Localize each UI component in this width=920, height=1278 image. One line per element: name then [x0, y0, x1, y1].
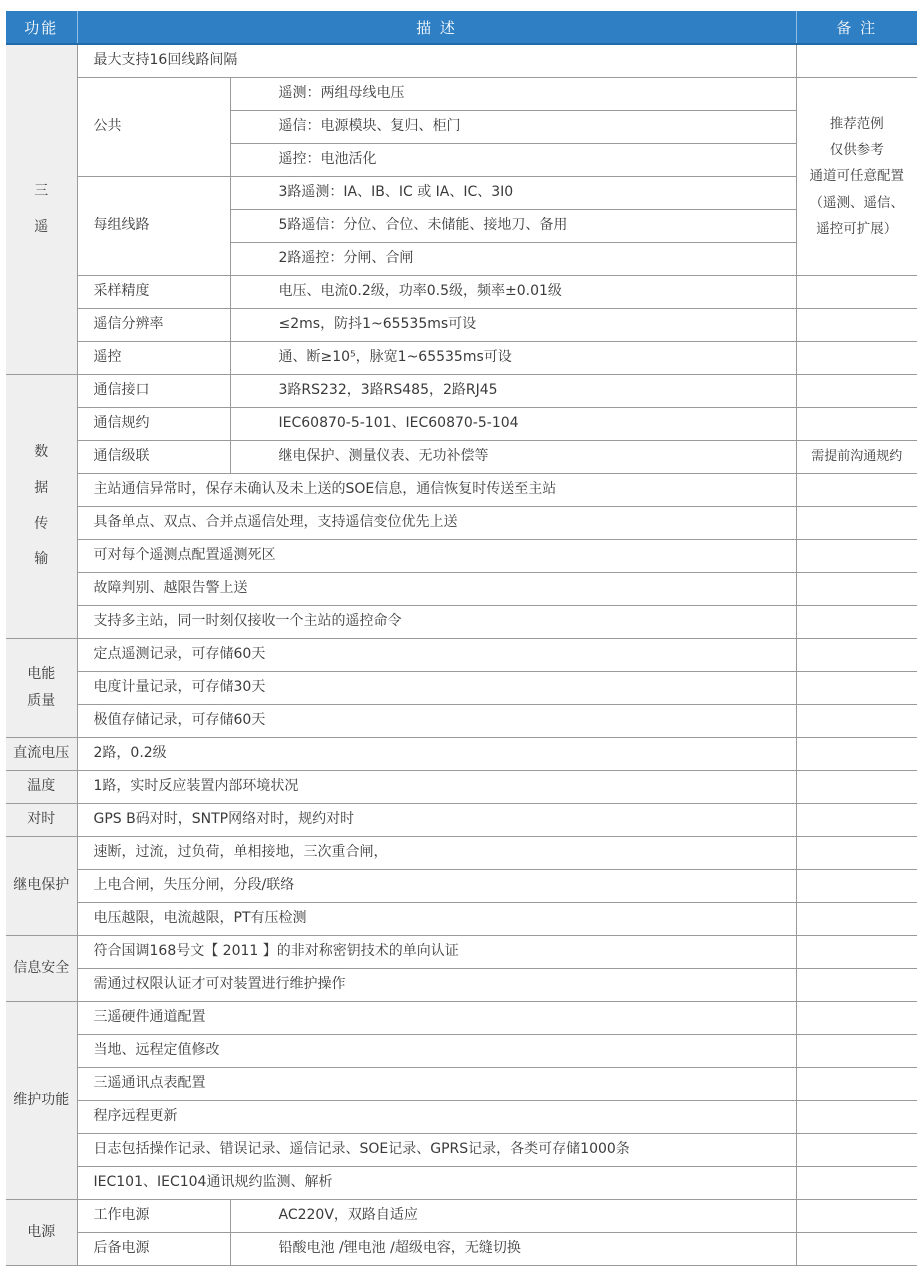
interface-label: 通信接口 [77, 375, 230, 408]
cascade-note: 需提前沟通规约 [796, 441, 917, 474]
data-tx-row: 具备单点、双点、合并点遥信处理，支持遥信变位优先上送 [77, 507, 796, 540]
temperature-value: 1路，实时反应装置内部环境状况 [77, 771, 796, 804]
sanyao-note: 推荐范例 仅供参考 通道可任意配置 （遥测、遥信、 遥控可扩展） [796, 78, 917, 276]
data-tx-row: 支持多主站，同一时刻仅接收一个主站的遥控命令 [77, 606, 796, 639]
timing-value: GPS B码对时，SNTP网络对时，规约对时 [77, 804, 796, 837]
table-row [6, 177, 917, 210]
table-row [6, 1002, 917, 1035]
dc-voltage-value: 2路，0.2级 [77, 738, 796, 771]
accuracy-label: 采样精度 [77, 276, 230, 309]
security-row: 需通过权限认证才可对装置进行维护操作 [77, 969, 796, 1002]
table-row [6, 936, 917, 969]
table-row [6, 672, 917, 705]
accuracy-value: 电压、电流0.2级，功率0.5级，频率±0.01级 [230, 276, 796, 309]
table-row [6, 870, 917, 903]
func-data-tx: 数 据 传 输 [6, 375, 77, 639]
func-relay: 继电保护 [6, 837, 77, 936]
data-tx-row: 主站通信异常时，保存未确认及未上送的SOE信息，通信恢复时传送至主站 [77, 474, 796, 507]
maintenance-row: 当地、远程定值修改 [77, 1035, 796, 1068]
power-quality-row: 定点遥测记录，可存储60天 [77, 639, 796, 672]
public-label: 公共 [77, 78, 230, 177]
power-backup-label: 后备电源 [77, 1233, 230, 1266]
table-row [6, 474, 917, 507]
power-backup-value: 铅酸电池 /锂电池 /超级电容，无缝切换 [230, 1233, 796, 1266]
table-row [6, 738, 917, 771]
table-row [6, 639, 917, 672]
group-row: 3路遥测：IA、IB、IC 或 IA、IC、3I0 [230, 177, 796, 210]
resolution-label: 遥信分辨率 [77, 309, 230, 342]
func-power-quality: 电能 质量 [6, 639, 77, 738]
func-timing: 对时 [6, 804, 77, 837]
group-row: 2路遥控：分闸、合闸 [230, 243, 796, 276]
spec-table [6, 11, 917, 1266]
table-row [6, 276, 917, 309]
security-row: 符合国调168号文【 2011 】的非对称密钥技术的单向认证 [77, 936, 796, 969]
public-row: 遥测：两组母线电压 [230, 78, 796, 111]
relay-row: 上电合闸，失压分闸，分段/联络 [77, 870, 796, 903]
table-row [6, 969, 917, 1002]
power-quality-row: 电度计量记录，可存储30天 [77, 672, 796, 705]
table-row [6, 573, 917, 606]
max-lines: 最大支持16回线路间隔 [77, 44, 796, 78]
table-row [6, 408, 917, 441]
data-tx-row: 可对每个遥测点配置遥测死区 [77, 540, 796, 573]
control-label: 遥控 [77, 342, 230, 375]
interface-value: 3路RS232，3路RS485，2路RJ45 [230, 375, 796, 408]
table-row [6, 78, 917, 111]
maintenance-row: 三遥通讯点表配置 [77, 1068, 796, 1101]
header-note: 备 注 [796, 11, 917, 44]
table-row [6, 804, 917, 837]
group-row: 5路遥信：分位、合位、未储能、接地刀、备用 [230, 210, 796, 243]
table-row [6, 837, 917, 870]
table-row [6, 771, 917, 804]
data-tx-row: 故障判别、越限告警上送 [77, 573, 796, 606]
table-row [6, 1167, 917, 1200]
func-maintenance: 维护功能 [6, 1002, 77, 1200]
cascade-label: 通信级联 [77, 441, 230, 474]
control-value: 通、断≥10⁵，脉宽1~65535ms可设 [230, 342, 796, 375]
power-quality-row: 极值存储记录，可存储60天 [77, 705, 796, 738]
table-row [6, 903, 917, 936]
func-dc-voltage: 直流电压 [6, 738, 77, 771]
maintenance-row: 日志包括操作记录、错误记录、遥信记录、SOE记录、GPRS记录，各类可存储1000条 [77, 1134, 796, 1167]
func-security: 信息安全 [6, 936, 77, 1002]
table-row [6, 507, 917, 540]
table-row [6, 342, 917, 375]
func-temperature: 温度 [6, 771, 77, 804]
func-sanyao: 三 遥 [6, 44, 77, 375]
table-header [6, 11, 917, 44]
table-row [6, 540, 917, 573]
table-row [6, 441, 917, 474]
table-row [6, 375, 917, 408]
cascade-value: 继电保护、测量仪表、无功补偿等 [230, 441, 796, 474]
func-power: 电源 [6, 1200, 77, 1266]
table-row [6, 44, 917, 78]
maintenance-row: IEC101、IEC104通讯规约监测、解析 [77, 1167, 796, 1200]
table-row [6, 1200, 917, 1233]
table-row [6, 606, 917, 639]
header-desc: 描 述 [77, 11, 796, 44]
resolution-value: ≤2ms，防抖1~65535ms可设 [230, 309, 796, 342]
protocol-label: 通信规约 [77, 408, 230, 441]
power-work-label: 工作电源 [77, 1200, 230, 1233]
table-row [6, 1035, 917, 1068]
table-row [6, 1134, 917, 1167]
maintenance-row: 程序远程更新 [77, 1101, 796, 1134]
table-row [6, 1233, 917, 1266]
relay-row: 速断，过流，过负荷，单相接地，三次重合闸， [77, 837, 796, 870]
table-row [6, 1101, 917, 1134]
relay-row: 电压越限，电流越限，PT有压检测 [77, 903, 796, 936]
public-row: 遥控：电池活化 [230, 144, 796, 177]
maintenance-row: 三遥硬件通道配置 [77, 1002, 796, 1035]
power-work-value: AC220V，双路自适应 [230, 1200, 796, 1233]
table-row [6, 309, 917, 342]
group-label: 每组线路 [77, 177, 230, 276]
public-row: 遥信：电源模块、复归、柜门 [230, 111, 796, 144]
table-row [6, 705, 917, 738]
table-row [6, 1068, 917, 1101]
header-func: 功能 [6, 11, 77, 44]
protocol-value: IEC60870-5-101、IEC60870-5-104 [230, 408, 796, 441]
